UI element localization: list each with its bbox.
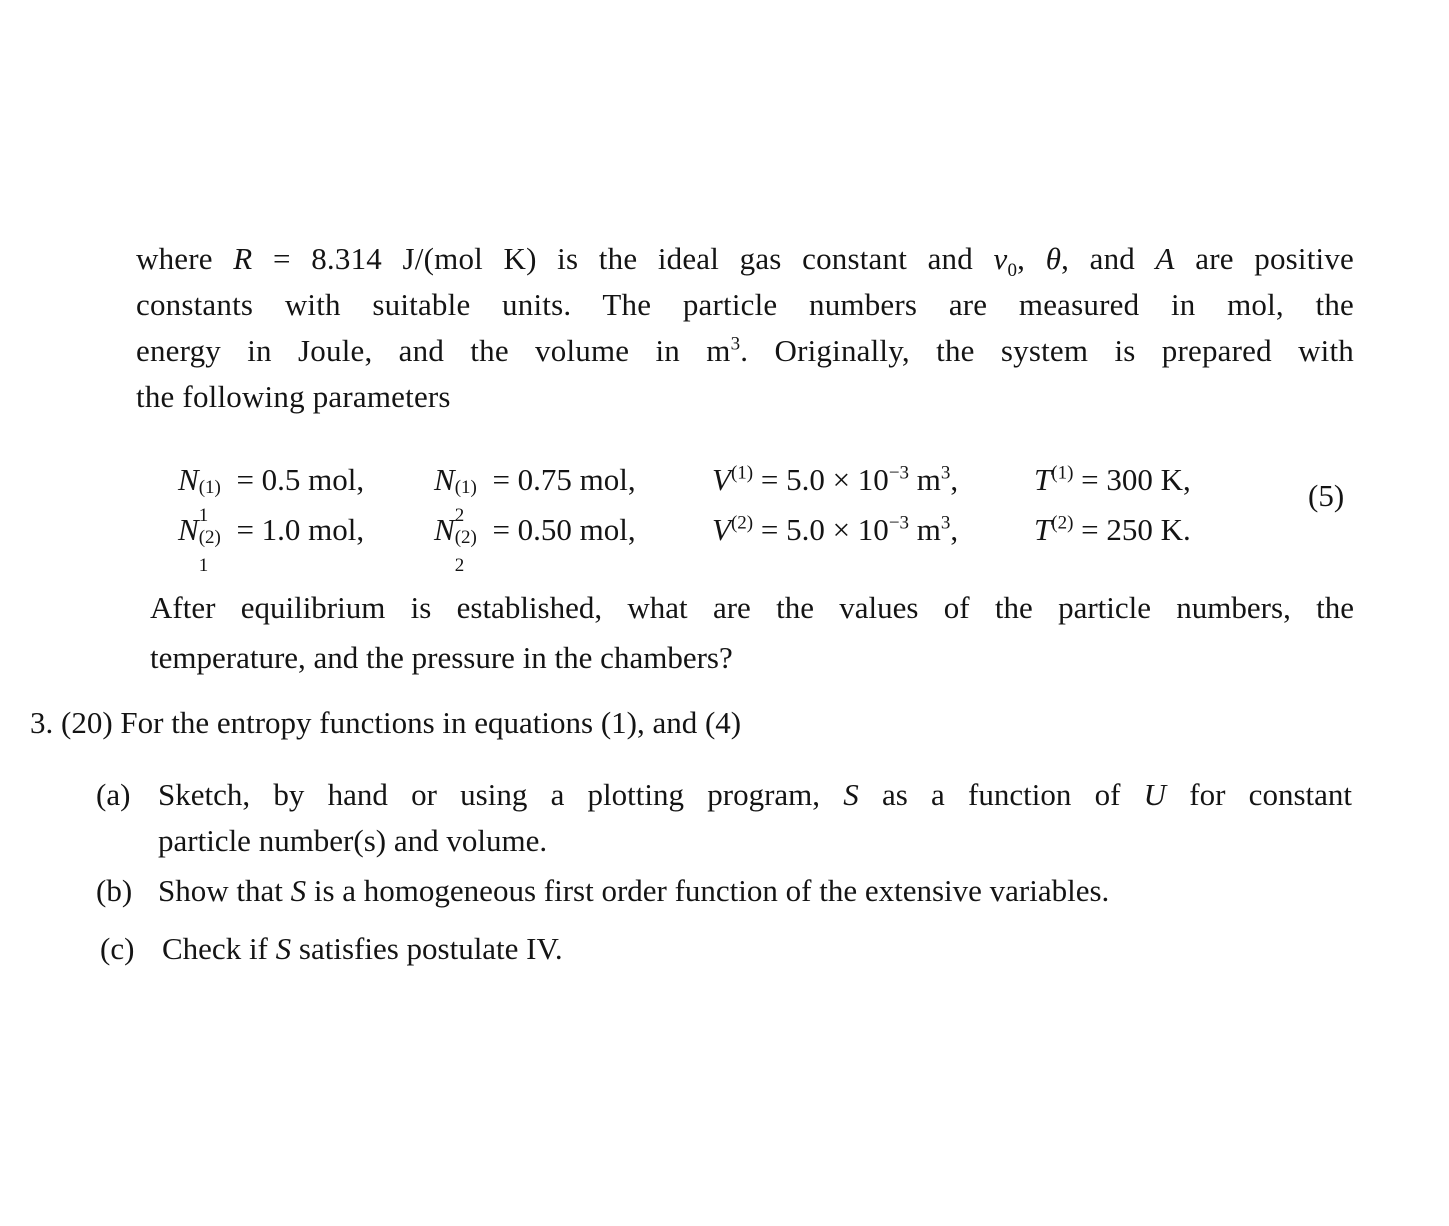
problem-3b: (b) Show that S is a homogeneous first order function of the extensive variables. <box>96 868 1109 914</box>
problem-3a <box>96 772 1352 864</box>
question-line-1: After equilibrium is established, what are the values of the particle numbers, the <box>150 590 1354 625</box>
equation-number: (5) <box>1308 478 1345 513</box>
n1-chamber1: N (1) 1 = 0.5 mol, <box>178 462 365 526</box>
equation-row-1 <box>178 455 1234 526</box>
v-chamber2: $V^{(2)} = 5.0 \times 10^{-3}$ $m^3$, <box>712 512 959 547</box>
t-chamber2: $T^{(2)} = 250$ K. <box>1034 512 1191 547</box>
item-label-c: (c) <box>100 931 135 966</box>
problem-points: (20) <box>61 705 113 740</box>
n1-chamber2: N (2) 1 = 1.0 mol, <box>178 512 365 576</box>
intro-line-2: constants with suitable units. The particle numbers are measured in mol, the <box>136 287 1354 322</box>
theta-symbol: θ <box>1045 241 1062 276</box>
problem-3-heading <box>30 700 741 746</box>
question-line-2: temperature, and the pressure in the chambers? <box>150 640 733 675</box>
t-chamber1: $T^{(1)} = 300$ K, <box>1034 462 1191 497</box>
equation-5 <box>178 455 1234 576</box>
problem-text: For the entropy functions in equations (1), and (4) <box>120 705 742 740</box>
equation-row-2 <box>178 505 1234 576</box>
problem-3c: (c) Check if S satisfies postulate IV. <box>100 926 563 972</box>
intro-line-3: energy in Joule, and the volume in $m^3$. Originally, the system is prepared with <box>136 333 1354 368</box>
problem-3a-line-1: (a) Sketch, by hand or using a plotting program, S as a function of U for constant <box>96 772 1352 818</box>
v0-symbol: v <box>993 241 1008 276</box>
item-label-a: (a) <box>96 777 131 812</box>
item-label-b: (b) <box>96 873 133 908</box>
intro-paragraph <box>136 236 1354 420</box>
gas-constant-symbol: R <box>233 241 253 276</box>
v-chamber1: $V^{(1)} = 5.0 \times 10^{-3}$ $m^3$, <box>712 462 959 497</box>
intro-line-1: where R = 8.314 J/(mol K) is the ideal gas constant and $v_0$, θ, and A are positive <box>136 241 1355 282</box>
equilibrium-question <box>150 583 1354 683</box>
n2-chamber1: N (1) 2 = 0.75 mol, <box>434 462 636 526</box>
n2-chamber2: N (2) 2 = 0.50 mol, <box>434 512 636 576</box>
intro-line-4: the following parameters <box>136 379 451 414</box>
a-symbol: A <box>1155 241 1175 276</box>
problem-3a-line-2: particle number(s) and volume. <box>158 823 548 858</box>
problem-number: 3. <box>30 705 54 740</box>
